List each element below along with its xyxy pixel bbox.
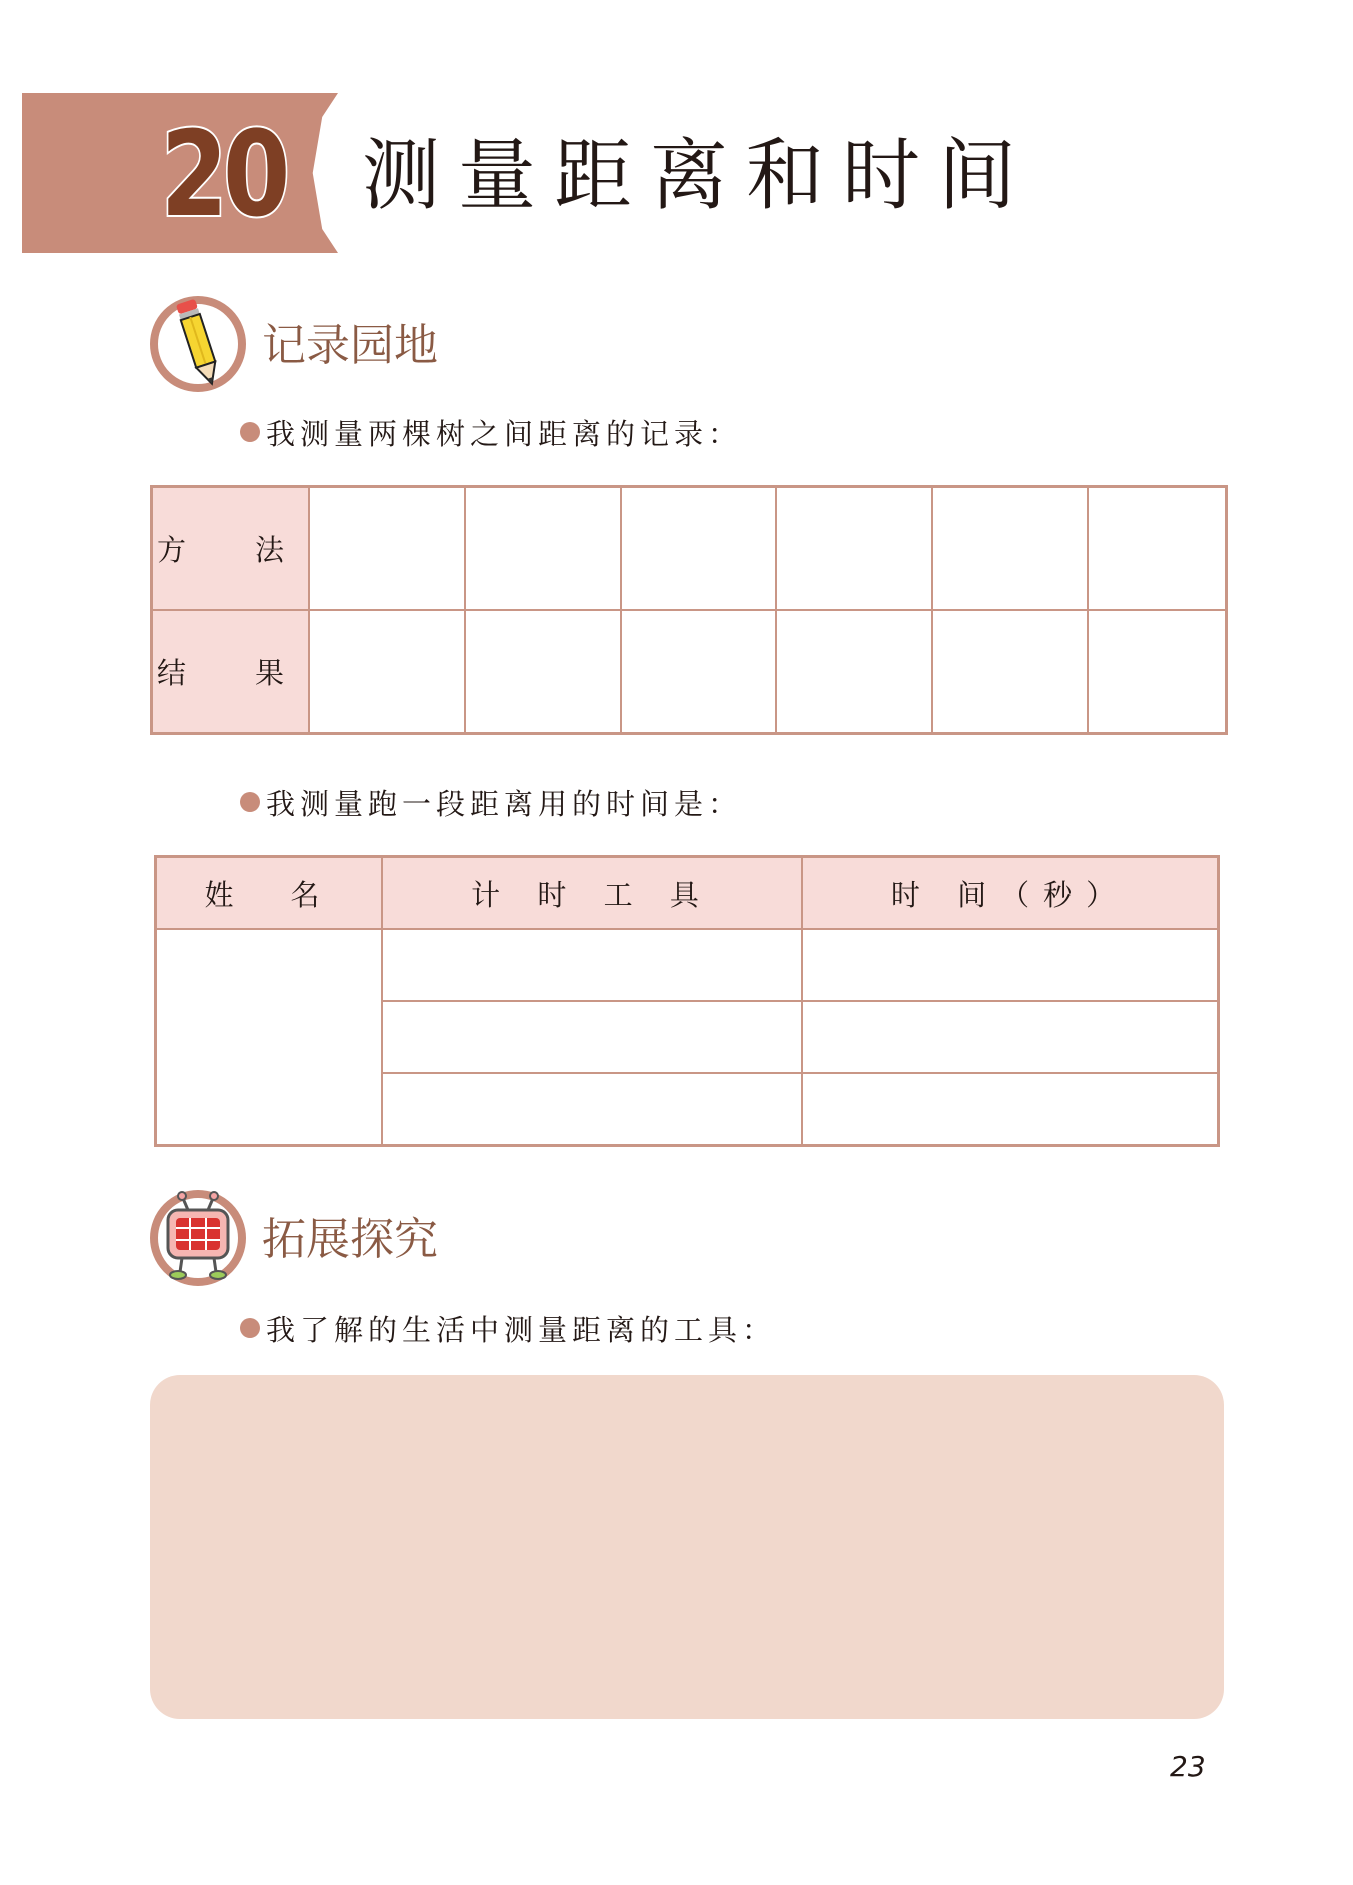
time-cell-3[interactable] [802,1073,1219,1146]
timer-cell-3[interactable] [382,1073,802,1146]
method-cell-3[interactable] [621,487,777,611]
method-cell-1[interactable] [309,487,465,611]
table-header-row [156,857,1219,930]
method-cell-2[interactable] [465,487,621,611]
method-cell-4[interactable] [776,487,932,611]
timer-cell-2[interactable] [382,1001,802,1073]
explore-section-title: 拓展探究 [262,1214,438,1265]
prompt-text: 我测量两棵树之间距离的记录： [266,417,743,451]
col-header-time: 时 间（秒） [802,857,1219,930]
prompt-distance-tools [240,1310,776,1350]
bullet-dot [240,422,260,442]
result-cell-2[interactable] [465,610,621,734]
bullet-dot [240,1318,260,1338]
time-record-table [154,855,1220,1147]
page-title: 测量距离和时间 [362,131,1035,221]
time-cell-1[interactable] [802,929,1219,1001]
lesson-number: 20 [160,105,286,243]
bullet-dot [240,792,260,812]
prompt-text: 我测量跑一段距离用的时间是： [266,787,743,821]
time-cell-2[interactable] [802,1001,1219,1073]
table-row [156,929,1219,1001]
table-row [152,487,1227,611]
result-cell-6[interactable] [1088,610,1227,734]
result-cell-1[interactable] [309,610,465,734]
method-cell-5[interactable] [932,487,1088,611]
col-header-name: 姓 名 [156,857,383,930]
name-cell[interactable] [156,929,383,1146]
robot-tv-icon [150,1190,246,1286]
table-row [152,610,1227,734]
method-cell-6[interactable] [1088,487,1227,611]
record-section-title: 记录园地 [262,320,438,371]
pencil-icon [150,296,246,392]
result-cell-5[interactable] [932,610,1088,734]
prompt-text: 我了解的生活中测量距离的工具： [266,1313,777,1347]
timer-cell-1[interactable] [382,929,802,1001]
result-cell-4[interactable] [776,610,932,734]
prompt-tree-distance [240,414,742,454]
distance-record-table [150,485,1228,735]
page-number: 23 [1170,1750,1206,1783]
result-cell-3[interactable] [621,610,777,734]
row-header-method: 方 法 [152,487,310,611]
answer-box[interactable] [150,1375,1224,1719]
row-header-result: 结 果 [152,610,310,734]
prompt-run-time [240,784,742,824]
col-header-timer: 计 时 工 具 [382,857,802,930]
